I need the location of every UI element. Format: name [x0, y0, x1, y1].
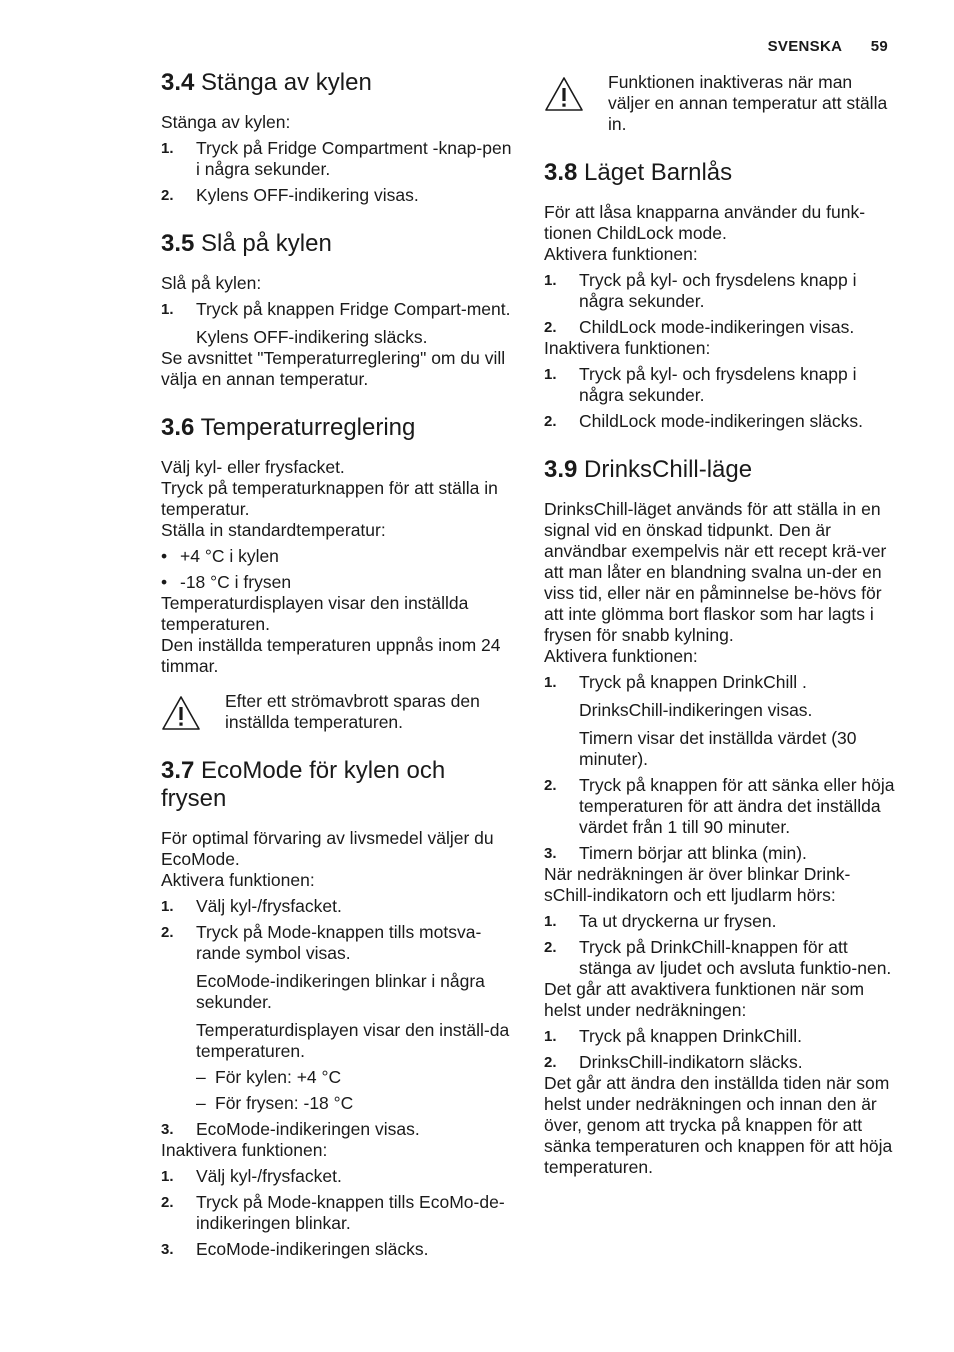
list-item: 1. Tryck på knappen Fridge Compart-ment. [161, 299, 511, 319]
list-item: 1. Tryck på kyl- och frysdelens knapp i några sekunder. [544, 270, 857, 311]
list-item: 1. Ta ut dryckerna ur frysen. [544, 911, 777, 931]
step-list [161, 1119, 513, 1140]
section-heading-3-4: 3.4 Stänga av kylen [161, 69, 372, 96]
list-item: 2. Tryck på DrinkChill-knappen för att stänga av ljudet och avsluta funktio-nen. [544, 937, 892, 978]
step-list [544, 672, 896, 693]
warning-triangle-icon [161, 695, 201, 731]
paragraph: Inaktivera funktionen: [544, 338, 711, 358]
list-item: 1. Tryck på knappen DrinkChill . [544, 672, 807, 692]
list-item: 1. Välj kyl-/frysfacket. [161, 896, 342, 916]
step-result: Kylens OFF-indikering släcks. [196, 327, 428, 347]
step-list [161, 299, 513, 320]
warning-note [544, 72, 896, 135]
step-list [544, 1026, 896, 1073]
paragraph: Aktivera funktionen: [161, 870, 315, 890]
paragraph: För att låsa knapparna använder du funk-tionen ChildLock mode. [544, 202, 866, 243]
step-list [544, 364, 896, 432]
section-heading-3-8: 3.8 Läget Barnlås [544, 159, 733, 186]
paragraph: Inaktivera funktionen: [161, 1140, 328, 1160]
section-heading-3-6: 3.6 Temperaturreglering [161, 414, 416, 441]
step-result: DrinksChill-indikeringen visas. [579, 700, 813, 720]
warning-triangle-icon [544, 76, 584, 112]
step-result: Temperaturdisplayen visar den inställ-da temperaturen. [196, 1020, 510, 1061]
section-heading-3-7: 3.7 EcoMode för kylen och frysen [161, 757, 446, 812]
list-item: 2. Tryck på Mode-knappen tills motsva-rande symbol visas. [161, 922, 482, 963]
warning-text: Efter ett strömavbrott sparas den inställda temperaturen. [225, 691, 480, 732]
dash-list [161, 1067, 513, 1114]
section-intro: Stänga av kylen: [161, 112, 291, 132]
list-item: 3. EcoMode-indikeringen visas. [161, 1119, 420, 1139]
warning-text: Funktionen inaktiveras när man väljer en annan temperatur att ställa in. [608, 72, 888, 134]
right-column [544, 66, 896, 1178]
list-item: 1. Tryck på knappen DrinkChill. [544, 1026, 803, 1046]
left-column [161, 66, 513, 1260]
language-label: SVENSKA [767, 38, 843, 55]
step-result: EcoMode-indikeringen blinkar i några sekunder. [196, 971, 485, 1012]
paragraph: Det går att ändra den inställda tiden när som helst under nedräkningen och innan den är över, genom att trycka på knappen för att sänka temperaturen och knappen för att höja temperaturen. [544, 1073, 893, 1177]
list-item: 2. Tryck på Mode-knappen tills EcoMo-de-indikeringen blinkar. [161, 1192, 505, 1233]
step-list [544, 911, 896, 979]
list-item: 2. Kylens OFF-indikering visas. [161, 185, 419, 205]
page-header [768, 38, 888, 55]
section-heading-3-5: 3.5 Slå på kylen [161, 230, 332, 257]
step-list [161, 1166, 513, 1260]
paragraph: DrinksChill-läget används för att ställa in en signal vid en önskad tidpunkt. Den är användbar exempelvis när ett recept krä-ver att man låter en blandning svalna un-der en viss tid, eller när en påminnelse be-hövs för att inte glömma bort flaskor som har lagts i frysen för snabb kylning. [544, 499, 887, 645]
list-item: 3. Timern börjar att blinka (min). [544, 843, 807, 863]
step-list [544, 270, 896, 338]
section-note: Se avsnittet "Temperaturreglering" om du vill välja en annan temperatur. [161, 348, 506, 389]
paragraph: Aktivera funktionen: [544, 646, 698, 666]
list-item: 2. Tryck på knappen för att sänka eller höja temperaturen för att ändra det inställda värdet från 1 till 90 minuter. [544, 775, 895, 837]
list-item: 2. ChildLock mode-indikeringen släcks. [544, 411, 864, 431]
paragraph: Ställa in standardtemperatur: [161, 520, 386, 540]
paragraph: När nedräkningen är över blinkar Drink-sChill-indikatorn och ett ljudlarm hörs: [544, 864, 851, 905]
paragraph: Temperaturdisplayen visar den inställda temperaturen. [161, 593, 469, 634]
list-item: – För kylen: +4 °C [196, 1067, 342, 1087]
paragraph: För optimal förvaring av livsmedel väljer du EcoMode. [161, 828, 494, 869]
step-result: Timern visar det inställda värdet (30 minuter). [579, 728, 857, 769]
list-item: 3. EcoMode-indikeringen släcks. [161, 1239, 429, 1259]
list-item: • -18 °C i frysen [161, 572, 292, 592]
list-item: 1. Välj kyl-/frysfacket. [161, 1166, 342, 1186]
list-item: 1. Tryck på kyl- och frysdelens knapp i några sekunder. [544, 364, 857, 405]
list-item: 2. ChildLock mode-indikeringen visas. [544, 317, 855, 337]
paragraph: Det går att avaktivera funktionen när som helst under nedräkningen: [544, 979, 865, 1020]
paragraph: Den inställda temperaturen uppnås inom 24 timmar. [161, 635, 501, 676]
list-item: – För frysen: -18 °C [196, 1093, 354, 1113]
section-heading-3-9: 3.9 DrinksChill-läge [544, 456, 753, 483]
page-number: 59 [870, 38, 888, 55]
step-list [161, 138, 513, 206]
section-intro: Slå på kylen: [161, 273, 262, 293]
warning-note [161, 691, 513, 733]
list-item: 1. Tryck på Fridge Compartment -knap-pen i några sekunder. [161, 138, 512, 179]
step-list [544, 775, 896, 864]
paragraph: Välj kyl- eller frysfacket. [161, 457, 345, 477]
list-item: • +4 °C i kylen [161, 546, 279, 566]
step-list [161, 896, 513, 964]
bullet-list [161, 546, 513, 593]
list-item: 2. DrinksChill-indikatorn släcks. [544, 1052, 803, 1072]
paragraph: Tryck på temperaturknappen för att ställa in temperatur. [161, 478, 498, 519]
paragraph: Aktivera funktionen: [544, 244, 698, 264]
